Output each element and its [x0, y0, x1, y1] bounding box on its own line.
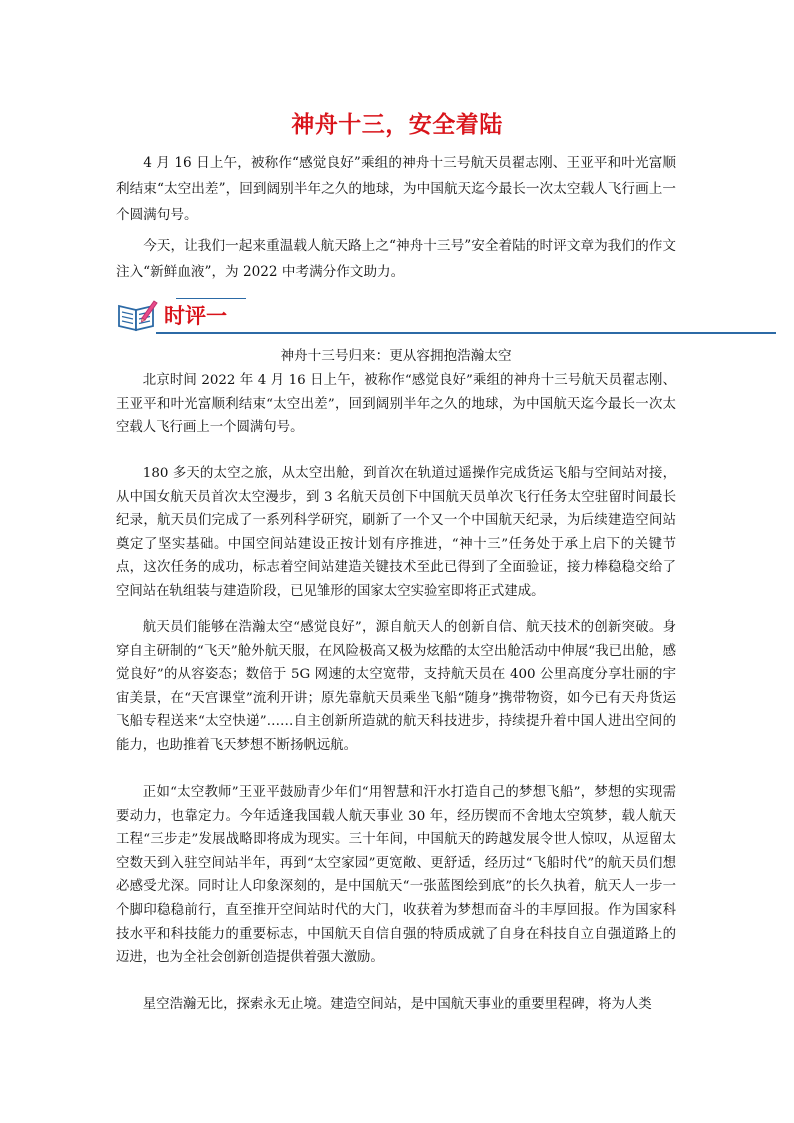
section-header [116, 294, 776, 338]
header-top-line [176, 298, 246, 299]
article-paragraph-4: 正如“太空教师”王亚平鼓励青少年们“用智慧和汗水打造自己的梦想飞船”，梦想的实现需要动力，也靠定力。今年适逢我国载人航天事业 30 年，经历锲而不舍地太空筑梦，载人航天工程“三步走”发展战略即将成为现实。三十年间，中国航天的跨越发展令世人惊叹，从逗留太空数天到入驻空间站半年，再到“太空家园”更宽敞、更舒适，经历过“飞船时代”的航天员们想必感受尤深。同时让人印象深刻的，是中国航天“一张蓝图绘到底”的长久执着，航天人一步一个脚印稳稳前行，直至推开空间站时代的大门，收获着为梦想而奋斗的丰厚回报。作为国家科技水平和科技能力的重要标志，中国航天自信自强的特质成就了自身在科技自立自强道路上的迈进，也为全社会创新创造提供着强大激励。 [116, 785, 676, 966]
article-paragraph-2: 180 多天的太空之旅，从太空出舱，到首次在轨道过遥操作完成货运飞船与空间站对接，从中国女航天员首次太空漫步，到 3 名航天员创下中国航天员单次飞行任务太空驻留时间最长纪录，航天员们完成了一系列科学研究，刷新了一个又一个中国航天纪录，为后续建造空间站奠定了坚实基础。中国空间站建设正按计划有序推进，“神十三”任务处于承上启下的关键节点，这次任务的成功，标志着空间站建造关键技术至此已得到了全面验证，接力棒稳稳交给了空间站在轨组装与建造阶段，已见雏形的国家太空实验室即将正式建成。 [116, 466, 676, 599]
intro-paragraph-2: 今天，让我们一起来重温载人航天路上之“神舟十三号”安全着陆的时评文章为我们的作文注入“新鲜血液”，为 2022 中考满分作文助力。 [116, 238, 676, 280]
article-paragraph-1: 北京时间 2022 年 4 月 16 日上午，被称作“感觉良好”乘组的神舟十三号航天员翟志刚、王亚平和叶光富顺利结束“太空出差”，回到阔别半年之久的地球，为中国航天迄今最长一次太空载人飞行画上一个圆满句号。 [116, 373, 676, 436]
article-title: 神舟十三号归来：更从容拥抱浩瀚太空 [280, 348, 512, 364]
article-paragraph-3: 航天员们能够在浩瀚太空“感觉良好”，源自航天人的创新自信、航天技术的创新突破。身穿自主研制的“飞天”舱外航天服，在风险极高又极为炫酷的太空出舱活动中伸展“我已出舱，感觉良好”的从容姿态；数倍于 5G 网速的太空宽带，支持航天员在 400 公里高度分享壮丽的宇宙美景，在“天宫课堂”流利开讲；原先靠航天员乘坐飞船“随身”携带物资，如今已有天舟货运飞船专程送来“太空快递”……自主创新所造就的航天科技进步，持续提升着中国人进出空间的能力，也助推着飞天梦想不断扬帆远航。 [116, 620, 676, 753]
page-title: 神舟十三，安全着陆 [291, 112, 503, 138]
section-label: 时评一 [164, 304, 227, 328]
article-paragraph-5: 星空浩瀚无比，探索永无止境。建造空间站，是中国航天事业的重要里程碑，将为人类 [142, 997, 652, 1012]
section-divider [156, 332, 776, 334]
intro-paragraph-1: 4 月 16 日上午，被称作“感觉良好”乘组的神舟十三号航天员翟志刚、王亚平和叶光富顺利结束“太空出差”，回到阔别半年之久的地球，为中国航天迄今最长一次太空载人飞行画上一个圆满句号。 [116, 155, 676, 223]
book-pencil-icon [116, 298, 158, 332]
